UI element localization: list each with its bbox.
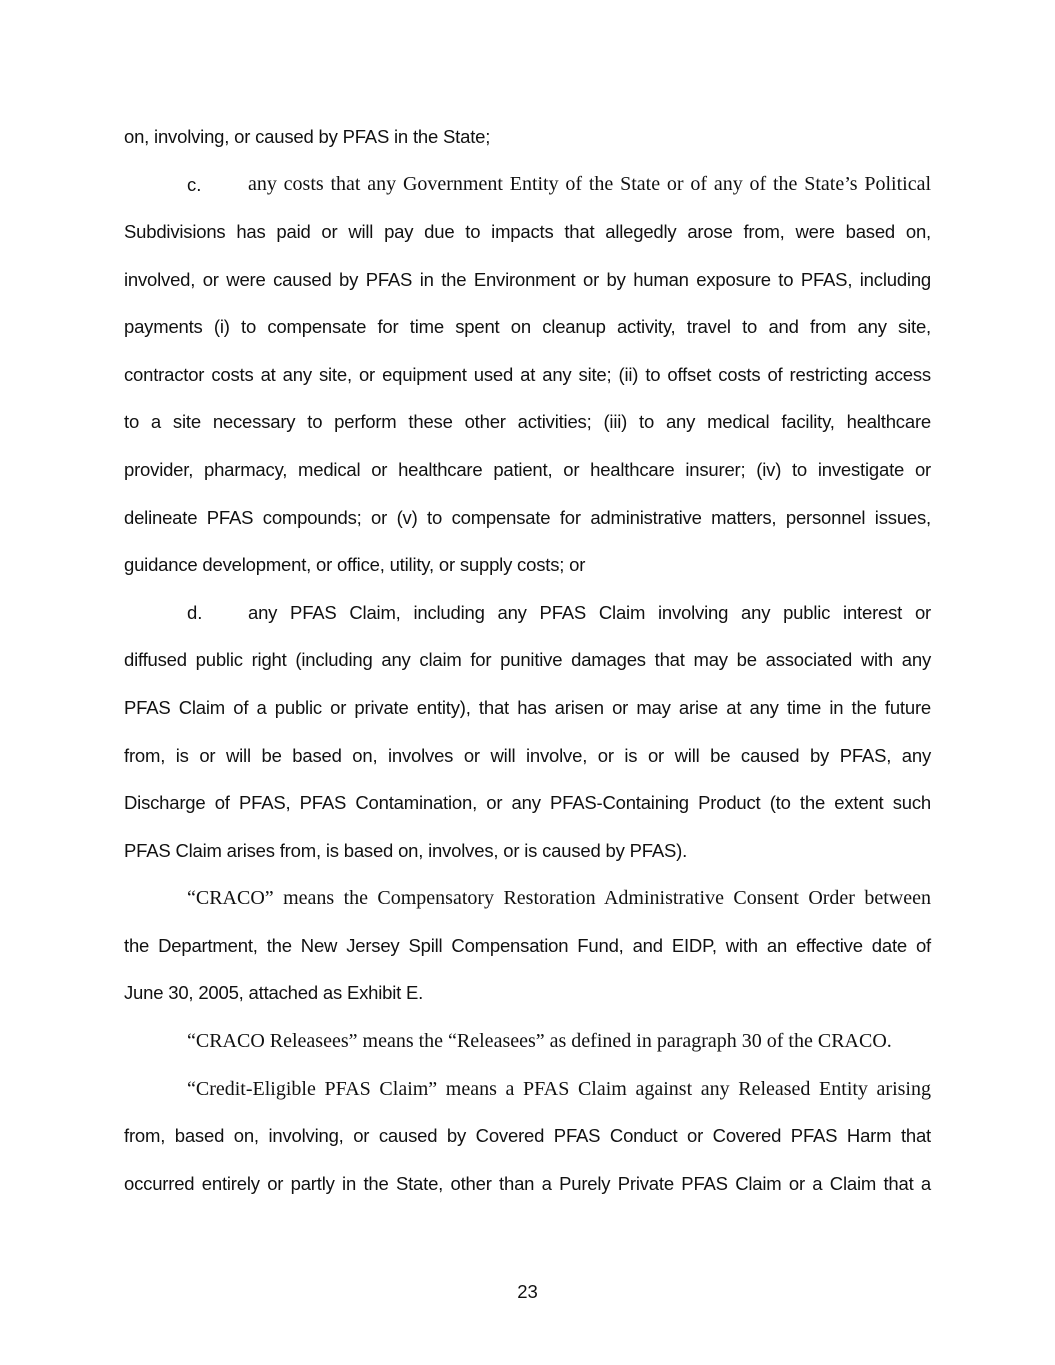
text-line-6: contractor costs at any site, or equipment used at any site; (ii) to offset costs of restricting access (124, 364, 931, 385)
page-number: 23 (517, 1281, 538, 1302)
text-line-17: “CRACO” means the Compensatory Restoration Administrative Consent Order between (187, 887, 931, 909)
text-line-9: delineate PFAS compounds; or (v) to compensate for administrative matters, personnel issues, (124, 507, 931, 528)
text-line-16: PFAS Claim arises from, is based on, involves, or is caused by PFAS). (124, 840, 688, 861)
text-line-10: guidance development, or office, utility, or supply costs; or (124, 554, 586, 575)
text-line-11: any PFAS Claim, including any PFAS Claim involving any public interest or (248, 602, 931, 623)
text-line-22: from, based on, involving, or caused by Covered PFAS Conduct or Covered PFAS Harm that (124, 1125, 931, 1146)
text-line-3: Subdivisions has paid or will pay due to impacts that allegedly arose from, were based on, (124, 221, 931, 242)
list-marker-d: d. (187, 602, 203, 623)
text-line-20: “CRACO Releasees” means the “Releasees” as defined in paragraph 30 of the CRACO. (187, 1030, 892, 1052)
text-line-23: occurred entirely or partly in the State, other than a Purely Private PFAS Claim or a Claim that a (124, 1173, 931, 1194)
text-line-21: “Credit-Eligible PFAS Claim” means a PFAS Claim against any Released Entity arising (187, 1078, 931, 1100)
text-line-4: involved, or were caused by PFAS in the Environment or by human exposure to PFAS, including (124, 269, 931, 290)
text-line-1: on, involving, or caused by PFAS in the State; (124, 126, 491, 147)
text-line-18: the Department, the New Jersey Spill Compensation Fund, and EIDP, with an effective date of (124, 935, 931, 956)
text-line-14: from, is or will be based on, involves or will involve, or is or will be caused by PFAS, any (124, 745, 931, 766)
text-line-7: to a site necessary to perform these other activities; (iii) to any medical facility, healthcare (124, 411, 931, 432)
text-line-13: PFAS Claim of a public or private entity), that has arisen or may arise at any time in the future (124, 697, 931, 718)
text-line-15: Discharge of PFAS, PFAS Contamination, or any PFAS-Containing Product (to the extent such (124, 792, 931, 813)
text-line-2: any costs that any Government Entity of the State or of any of the State’s Political (248, 173, 931, 195)
list-marker-c: c. (187, 174, 202, 195)
text-line-8: provider, pharmacy, medical or healthcare patient, or healthcare insurer; (iv) to investigate or (124, 459, 931, 480)
text-line-19: June 30, 2005, attached as Exhibit E. (124, 982, 424, 1003)
text-line-12: diffused public right (including any claim for punitive damages that may be associated with any (124, 649, 931, 670)
text-line-5: payments (i) to compensate for time spent on cleanup activity, travel to and from any site, (124, 316, 931, 337)
